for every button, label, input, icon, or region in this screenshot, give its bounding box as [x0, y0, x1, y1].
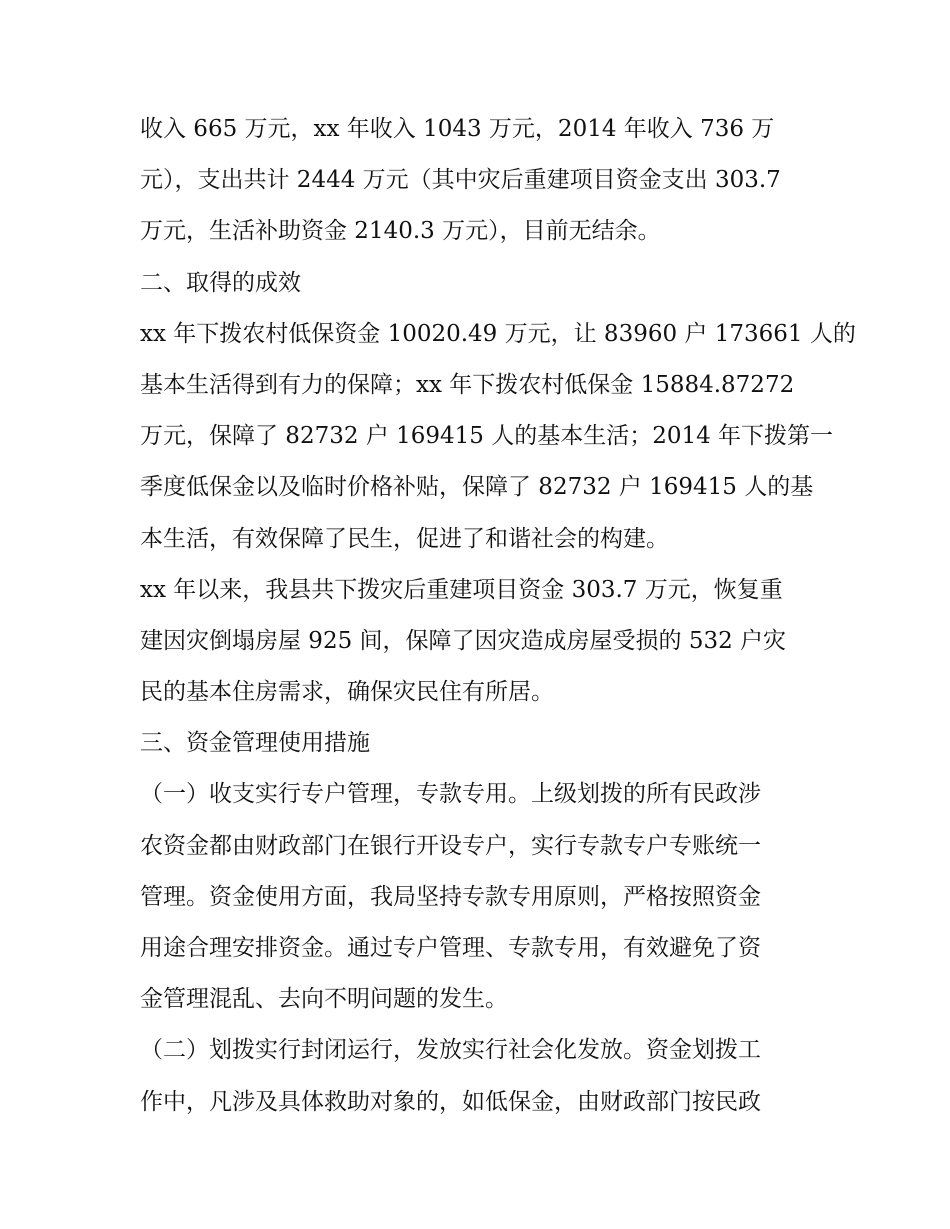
document-body	[140, 104, 856, 1128]
text-line: 万元，生活补助资金 2140.3 万元），目前无结余。	[140, 218, 661, 245]
text-line: 收入 665 万元，xx 年收入 1043 万元，2014 年收入 736 万	[140, 116, 775, 142]
text-line: 万元，保障了 82732 户 169415 人的基本生活；2014 年下拨第一	[140, 423, 834, 450]
text-line: （一）收支实行专户管理，专款专用。上级划拨的所有民政涉	[140, 781, 761, 808]
text-line: xx 年下拨农村低保资金 10020.49 万元，让 83960 户 173661 人的	[140, 320, 856, 347]
text-line: 元），支出共计 2444 万元（其中灾后重建项目资金支出 303.7	[140, 167, 781, 194]
text-line: 基本生活得到有力的保障；xx 年下拨农村低保金 15884.87272	[140, 371, 795, 398]
text-line: 建因灾倒塌房屋 925 间，保障了因灾造成房屋受损的 532 户灾	[140, 627, 787, 654]
text-line: 管理。资金使用方面，我局坚持专款专用原则，严格按照资金	[140, 883, 761, 910]
text-line: 农资金都由财政部门在银行开设专户，实行专款专户专账统一	[140, 832, 761, 859]
text-line: 季度低保金以及临时价格补贴，保障了 82732 户 169415 人的基	[140, 474, 814, 501]
text-line: 本生活，有效保障了民生，促进了和谐社会的构建。	[140, 525, 669, 552]
section-heading: 二、取得的成效	[140, 269, 301, 296]
text-line: 民的基本住房需求，确保灾民住有所居。	[140, 679, 554, 706]
text-line: xx 年以来，我县共下拨灾后重建项目资金 303.7 万元，恢复重	[140, 576, 783, 603]
text-line: 用途合理安排资金。通过专户管理、专款专用，有效避免了资	[140, 935, 761, 961]
text-line: （二）划拨实行封闭运行，发放实行社会化发放。资金划拨工	[140, 1037, 761, 1064]
section-heading: 三、资金管理使用措施	[140, 730, 370, 757]
text-line: 作中，凡涉及具体救助对象的，如低保金，由财政部门按民政	[140, 1088, 761, 1115]
text-line: 金管理混乱、去向不明问题的发生。	[140, 986, 508, 1013]
